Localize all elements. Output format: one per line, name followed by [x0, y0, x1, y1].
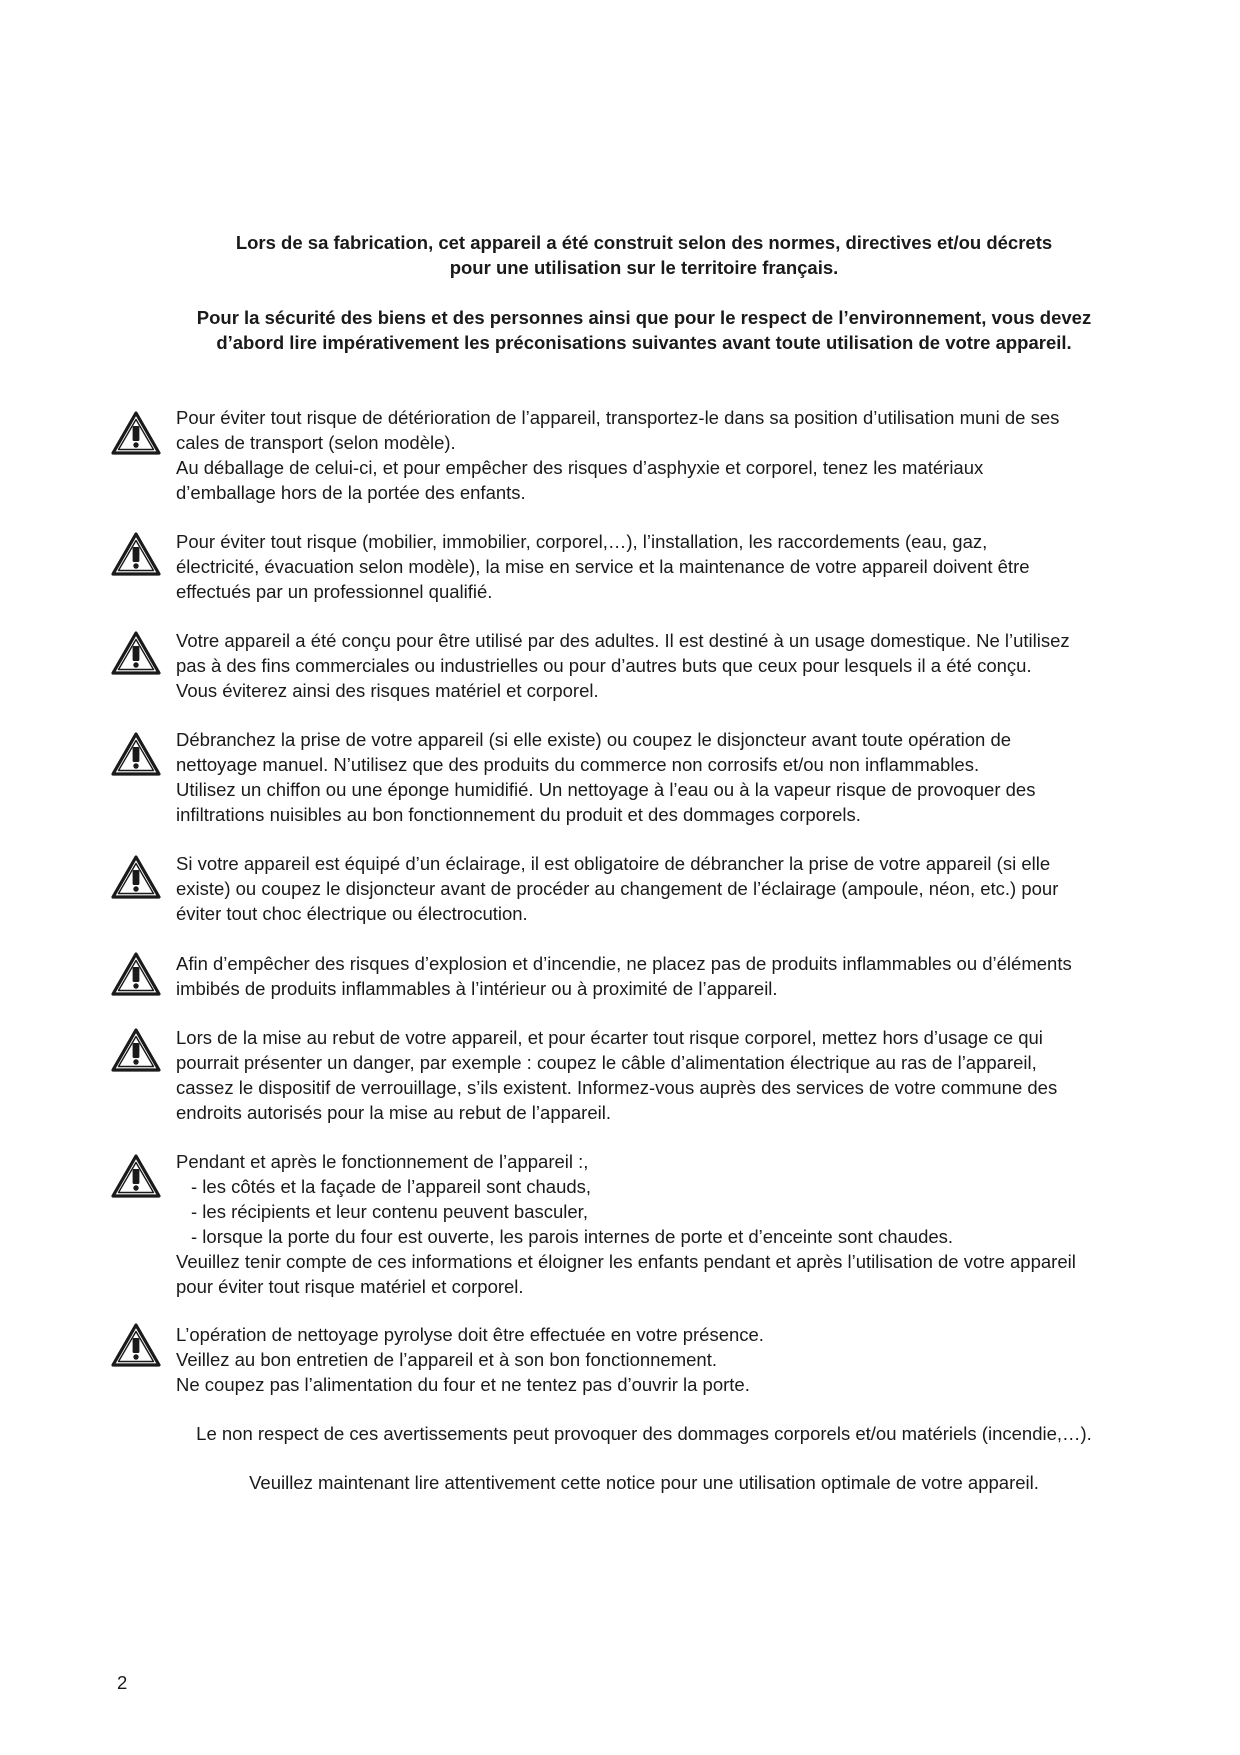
warning-triangle-icon: [110, 951, 162, 997]
warning-line: Afin d’empêcher des risques d’explosion et d’incendie, ne placez pas de produits inflammables ou d’éléments: [176, 953, 1072, 974]
warning-triangle-icon: [110, 1153, 162, 1199]
warning-line: Débranchez la prise de votre appareil (si elle existe) ou coupez le disjoncteur avant toute opération de: [176, 729, 1012, 750]
warning-line: pour éviter tout risque matériel et corporel.: [176, 1276, 524, 1297]
warning-list-item: - les récipients et leur contenu peuvent basculer,: [191, 1201, 588, 1222]
intro-line: Pour la sécurité des biens et des personnes ainsi que pour le respect de l’environnement, vous devez: [196, 307, 1092, 328]
intro-paragraph-1: [128, 230, 1160, 280]
warning-line: pas à des fins commerciales ou industrielles ou pour d’autres buts que ceux pour lesquels il a été conçu.: [176, 655, 1032, 676]
warning-triangle-icon: [110, 1027, 162, 1073]
warning-line: Veillez au bon entretien de l’appareil et à son bon fonctionnement.: [176, 1349, 717, 1370]
page-number: 2: [117, 1672, 128, 1693]
warning-text: [176, 405, 1176, 505]
warning-line: d’emballage hors de la portée des enfants.: [176, 482, 526, 503]
warning-line: Si votre appareil est équipé d’un éclairage, il est obligatoire de débrancher la prise de votre appareil (si elle: [176, 853, 1051, 874]
warning-text: [176, 1025, 1176, 1125]
warning-line: Vous éviterez ainsi des risques matériel et corporel.: [176, 680, 599, 701]
warning-line: Pendant et après le fonctionnement de l’appareil :,: [176, 1151, 589, 1172]
warning-triangle-icon: [110, 531, 162, 577]
warning-line: imbibés de produits inflammables à l’intérieur ou à proximité de l’appareil.: [176, 978, 778, 999]
warning-line: Au déballage de celui-ci, et pour empêcher des risques d’asphyxie et corporel, tenez les matériaux: [176, 457, 984, 478]
intro-line: pour une utilisation sur le territoire français.: [449, 257, 839, 278]
warning-line: Ne coupez pas l’alimentation du four et ne tentez pas d’ouvrir la porte.: [176, 1374, 750, 1395]
warning-line: Veuillez tenir compte de ces informations et éloigner les enfants pendant et après l’utilisation de votre appareil: [176, 1251, 1076, 1272]
warning-line: existe) ou coupez le disjoncteur avant de procéder au changement de l’éclairage (ampoule, néon, etc.) pour: [176, 878, 1059, 899]
warning-line: cassez le dispositif de verrouillage, s’ils existent. Informez-vous auprès des services de votre commune des: [176, 1077, 1058, 1098]
warning-triangle-icon: [110, 731, 162, 777]
warning-line: éviter tout choc électrique ou électrocution.: [176, 903, 528, 924]
warning-triangle-icon: [110, 410, 162, 456]
warning-text: [176, 628, 1176, 703]
warning-text: [176, 529, 1176, 604]
warning-line: L’opération de nettoyage pyrolyse doit être effectuée en votre présence.: [176, 1324, 764, 1345]
intro-paragraph-2: [128, 305, 1160, 355]
warning-line: électricité, évacuation selon modèle), la mise en service et la maintenance de votre appareil doivent être: [176, 556, 1030, 577]
warning-line: Utilisez un chiffon ou une éponge humidifié. Un nettoyage à l’eau ou à la vapeur risque de provoquer des: [176, 779, 1036, 800]
warning-list-item: - lorsque la porte du four est ouverte, les parois internes de porte et d’enceinte sont chaudes.: [191, 1226, 954, 1247]
warning-text: [176, 951, 1176, 1001]
warning-text: [176, 727, 1176, 827]
warning-triangle-icon: [110, 630, 162, 676]
warning-text: [176, 1322, 1176, 1397]
closing-reading-notice: Veuillez maintenant lire attentivement cette notice pour une utilisation optimale de votre appareil.: [249, 1472, 1039, 1493]
warning-line: Lors de la mise au rebut de votre appareil, et pour écarter tout risque corporel, mettez hors d’usage ce qui: [176, 1027, 1043, 1048]
warning-line: Votre appareil a été conçu pour être utilisé par des adultes. Il est destiné à un usage domestique. Ne l’utilisez: [176, 630, 1070, 651]
warning-line: infiltrations nuisibles au bon fonctionnement du produit et des dommages corporels.: [176, 804, 861, 825]
warning-line: Pour éviter tout risque de détérioration de l’appareil, transportez-le dans sa position d’utilisation muni de ses: [176, 407, 1060, 428]
warning-line: cales de transport (selon modèle).: [176, 432, 456, 453]
warning-line: Pour éviter tout risque (mobilier, immobilier, corporel,…), l’installation, les raccordements (eau, gaz,: [176, 531, 988, 552]
warning-line: endroits autorisés pour la mise au rebut de l’appareil.: [176, 1102, 611, 1123]
warning-triangle-icon: [110, 854, 162, 900]
warning-list-item: - les côtés et la façade de l’appareil sont chauds,: [191, 1176, 592, 1197]
warning-line: effectués par un professionnel qualifié.: [176, 581, 493, 602]
intro-line: d’abord lire impérativement les préconisations suivantes avant toute utilisation de votre appareil.: [216, 332, 1072, 353]
closing-warning-notice: Le non respect de ces avertissements peut provoquer des dommages corporels et/ou matériels (incendie,…).: [196, 1423, 1092, 1444]
warning-line: pourrait présenter un danger, par exemple : coupez le câble d’alimentation électrique au ras de l’appareil,: [176, 1052, 1037, 1073]
warning-line: nettoyage manuel. N’utilisez que des produits du commerce non corrosifs et/ou non inflammables.: [176, 754, 980, 775]
warning-text: [176, 1149, 1176, 1299]
warning-triangle-icon: [110, 1322, 162, 1368]
warning-text: [176, 851, 1176, 926]
intro-line: Lors de sa fabrication, cet appareil a été construit selon des normes, directives et/ou décrets: [235, 232, 1053, 253]
